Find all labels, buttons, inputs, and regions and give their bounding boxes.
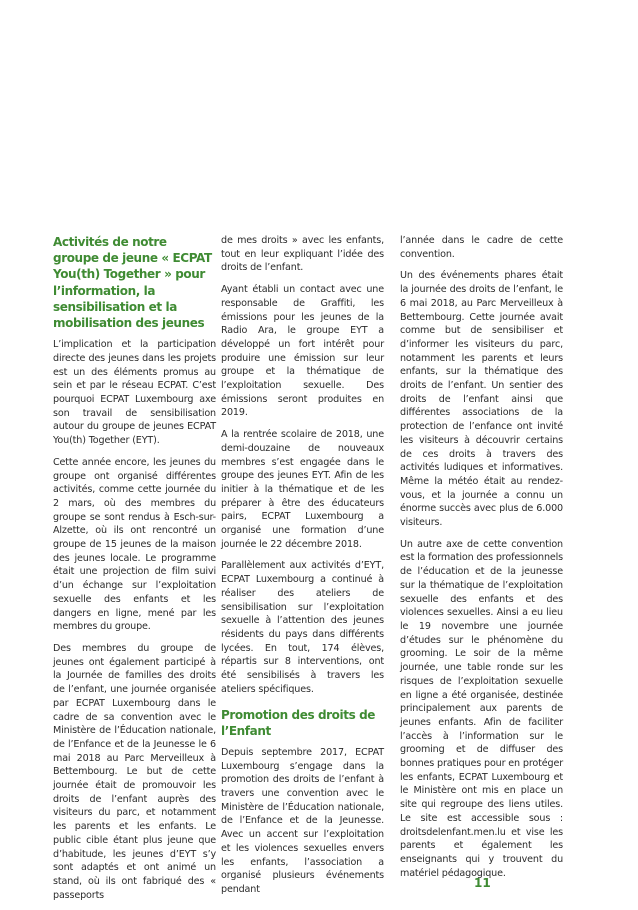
column-3 — [400, 234, 563, 888]
paragraph: l’année dans le cadre de cette convention. — [400, 235, 563, 260]
column-1 — [53, 234, 216, 910]
paragraph: de mes droits » avec les enfants, tout en leur expliquant l’idée des droits de l’enfant. — [221, 235, 384, 274]
page-number: 11 — [474, 876, 491, 890]
column-2 — [221, 234, 384, 905]
section-heading-child-rights: Promotion des droits de l’Enfant — [221, 707, 376, 738]
paragraph: Un des événements phares était la journée des droits de l’enfant, le 6 mai 2018, au Parc Merveilleux à Bettembourg. Cette journée avait comme but de sensibiliser et d’informer les visiteurs du parc, notamment les parents et leurs enfants, sur la thématique des droits de l’enfant. Un sentier des droits de l’enfant ainsi que différentes associations de la protection de l’enfance ont invité les visiteurs à découvrir certains de ces droits à travers des activités ludiques et informatives. Même la météo était au rendez-vous, et la journée a connu un énorme succès avec plus de 6.000 visiteurs. — [400, 270, 563, 529]
section-heading-youth-group: Activités de notre groupe de jeune « ECPAT You(th) Together » pour l’information, la sensibilisation et la mobilisation des jeunes — [53, 235, 212, 331]
paragraph: Des membres du groupe de jeunes ont également participé à la Journée de familles des droits de l’enfant, une journée organisée par ECPAT Luxembourg dans le cadre de sa convention avec le Ministère de l’Éducation nationale, de l’Enfance et de la Jeunesse le 6 mai 2018 au Parc Merveilleux à Bettembourg. Le but de cette journée était de promouvoir les droits de l’enfant auprès des visiteurs du parc, et notamment les parents et les enfants. Le public cible étant plus jeune que d’habitude, les jeunes d’EYT s’y sont adaptés et ont animé un stand, où ils ont fabriqué des « passeports — [53, 642, 216, 901]
paragraph: L’implication et la participation directe des jeunes dans les projets est un des éléments promus au sein et par le réseau ECPAT. C’est pourquoi ECPAT Luxembourg axe son travail de sensibilisation autour du groupe de jeunes ECPAT You(th) Together (EYT). — [53, 339, 216, 447]
paragraph: Un autre axe de cette convention est la formation des professionnels de l’éducation et de la jeunesse sur la thématique de l’exploitation sexuelle des enfants et des violences sexuelles. Ainsi a eu lieu le 19 novembre une journée d’études sur le phénomène du grooming. Le soir de la même journée, une table ronde sur les risques de l’exploitation sexuelle en ligne a été organisée, destinée principalement aux parents de jeunes enfants. Afin de faciliter l’accès à l’information sur le grooming et de diffuser des bonnes pratiques pour en protéger les enfants, ECPAT Luxembourg et le Ministère ont mis en place un site qui regroupe des liens utiles. Le site est accessible sous : droitsdelenfant.men.lu et vise les parents et également les enseignants qui y trouvent du matériel pédagogique. — [400, 538, 564, 879]
paragraph: A la rentrée scolaire de 2018, une demi-douzaine de nouveaux membres s’est engagée dans le groupe des jeunes EYT. Afin de les initier à la thématique et de les préparer à être des éducateurs pairs, ECPAT Luxembourg a organisé une formation d’une journée le 22 décembre 2018. — [221, 429, 384, 550]
paragraph: Depuis septembre 2017, ECPAT Luxembourg s’engage dans la promotion des droits de l’enfant à travers une convention avec le Ministère de l’Éducation nationale, de l’Enfance et de la Jeunesse. Avec un accent sur l’exploitation et les violences sexuelles envers les enfants, l’association a organisé plusieurs événements pendant — [221, 746, 384, 895]
paragraph: Cette année encore, les jeunes du groupe ont organisé différentes activités, comme cette journée du 2 mars, où des membres du groupe se sont rendus à Esch-sur-Alzette, où ils ont rencontré un groupe de 15 jeunes de la maison des jeunes locale. Le programme était une projection de film suivi d’un échange sur l’exploitation sexuelle des enfants et les dangers en ligne, mené par les membres du groupe. — [53, 456, 216, 633]
paragraph: Ayant établi un contact avec une responsable de Graffiti, les émissions pour les jeunes de la Radio Ara, le groupe EYT a développé un fort intérêt pour produire une émission sur leur groupe et la thématique de l’exploitation sexuelle. Des émissions seront produites en 2019. — [221, 284, 384, 419]
paragraph: Parallèlement aux activités d’EYT, ECPAT Luxembourg a continué à réaliser des ateliers de sensibilisation sur l’exploitation sexuelle à l’attention des jeunes résidents du pays dans différents lycées. En tout, 174 élèves, répartis sur 8 interventions, ont été sensibilisés à travers les ateliers spécifiques. — [221, 560, 384, 695]
